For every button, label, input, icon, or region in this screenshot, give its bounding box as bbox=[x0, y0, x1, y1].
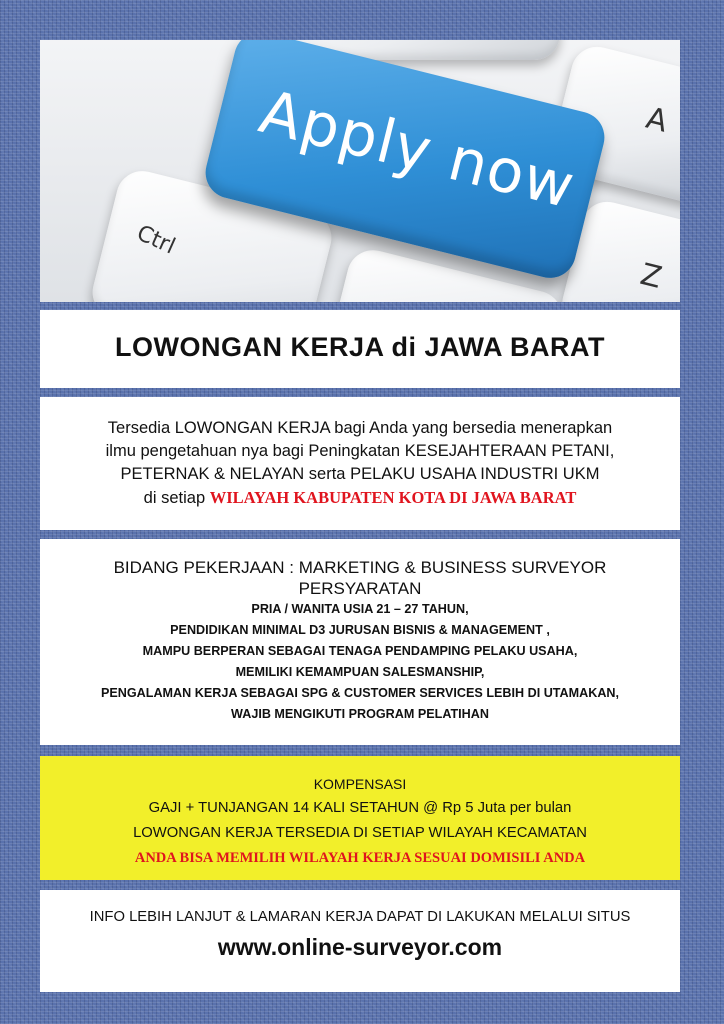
hero-keyboard-image bbox=[40, 40, 680, 302]
requirement-item: PRIA / WANITA USIA 21 – 27 TAHUN, bbox=[251, 602, 469, 616]
compensation-band bbox=[40, 756, 680, 880]
intro-line-3: PETERNAK & NELAYAN serta PELAKU USAHA INDUSTRI UKM bbox=[120, 465, 600, 483]
requirement-item: MEMILIKI KEMAMPUAN SALESMANSHIP, bbox=[235, 665, 485, 679]
requirements-band bbox=[40, 539, 680, 745]
job-field-line: BIDANG PEKERJAAN : MARKETING & BUSINESS SURVEYOR bbox=[113, 558, 607, 577]
intro-band bbox=[40, 397, 680, 530]
info-band bbox=[40, 890, 680, 992]
requirement-item: PENGALAMAN KERJA SEBAGAI SPG & CUSTOMER SERVICES LEBIH DI UTAMAKAN, bbox=[100, 686, 620, 700]
requirement-item: PENDIDIKAN MINIMAL D3 JURUSAN BISNIS & MANAGEMENT , bbox=[170, 623, 550, 637]
compensation-choice: ANDA BISA MEMILIH WILAYAH KERJA SESUAI DOMISILI ANDA bbox=[134, 850, 586, 866]
requirement-item: WAJIB MENGIKUTI PROGRAM PELATIHAN bbox=[231, 707, 489, 721]
page-title: LOWONGAN KERJA di JAWA BARAT bbox=[115, 332, 605, 362]
intro-line-1: Tersedia LOWONGAN KERJA bagi Anda yang bersedia menerapkan bbox=[107, 419, 613, 437]
requirements-heading: PERSYARATAN bbox=[298, 579, 422, 598]
website-link[interactable]: www.online-surveyor.com bbox=[217, 934, 503, 960]
title-band bbox=[40, 310, 680, 388]
compensation-availability: LOWONGAN KERJA TERSEDIA DI SETIAP WILAYAH KECAMATAN bbox=[133, 825, 587, 841]
intro-region-highlight: WILAYAH KABUPATEN KOTA DI JAWA BARAT bbox=[209, 488, 577, 507]
z-key-label: Z bbox=[636, 256, 666, 296]
apply-now-label: Apply now bbox=[252, 76, 582, 223]
ctrl-key-label: Ctrl bbox=[132, 220, 179, 260]
a-key-label: A bbox=[642, 100, 671, 140]
compensation-salary: GAJI + TUNJANGAN 14 KALI SETAHUN @ Rp 5 Juta per bulan bbox=[148, 800, 572, 816]
compensation-heading: KOMPENSASI bbox=[313, 776, 407, 792]
intro-paragraph bbox=[40, 397, 680, 510]
intro-line-4-prefix: di setiap bbox=[143, 489, 206, 507]
info-text: INFO LEBIH LANJUT & LAMARAN KERJA DAPAT DI LAKUKAN MELALUI SITUS bbox=[89, 909, 631, 925]
intro-line-2: ilmu pengetahuan nya bagi Peningkatan KESEJAHTERAAN PETANI, bbox=[105, 442, 615, 460]
requirement-item: MAMPU BERPERAN SEBAGAI TENAGA PENDAMPING PELAKU USAHA, bbox=[142, 644, 578, 658]
